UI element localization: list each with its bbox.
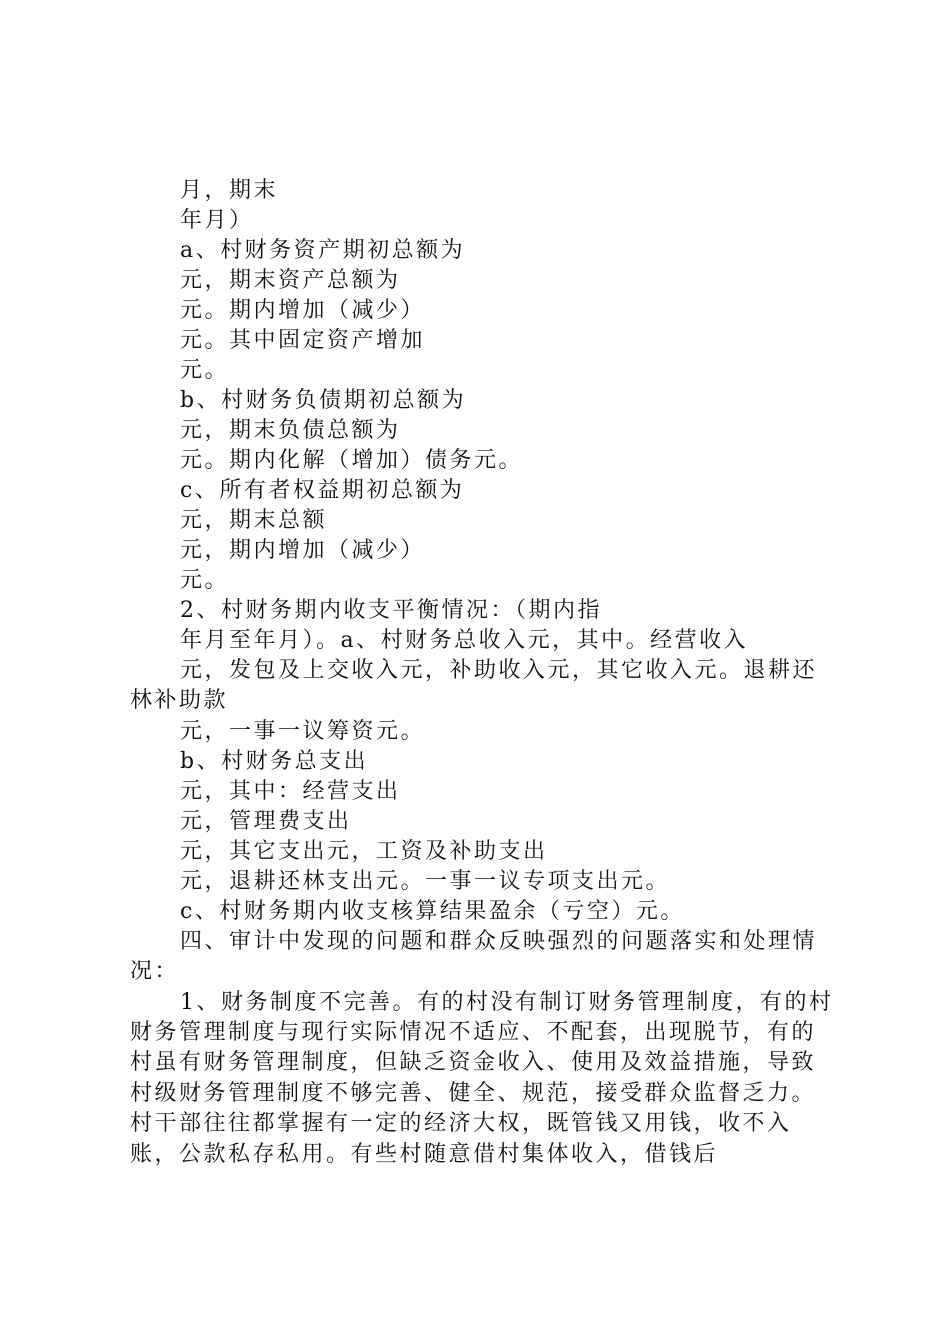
section-heading: 四、审计中发现的问题和群众反映强烈的问题落实和处理情况：	[130, 928, 818, 985]
text-line: 元，其中：经营支出	[180, 778, 401, 804]
text-line: 元，退耕还林支出元。一事一议专项支出元。	[180, 868, 671, 894]
income-paragraph: 元，发包及上交收入元，补助收入元，其它收入元。退耕还林补助款	[130, 658, 818, 714]
text-line: 年月至年月）。a、村财务总收入元，其中。经营收入	[180, 628, 749, 653]
problem-paragraph: 1、财务制度不完善。有的村没有制订财务管理制度，有的村财务管理制度与现行实际情况不适应、不配套，出现脱节，有的村虽有财务管理制度，但缺乏资金收入、使用及效益措施，导致村级财务管理制度不够完善、健全、规范，接受群众监督乏力。村干部往往都掌握有一定的经济大权，既管钱又用钱，收不入账，公款私存私用。有些村随意借村集体收入，借钱后	[130, 989, 834, 1167]
text-line: 元。其中固定资产增加	[180, 328, 426, 353]
text-line: 2、村财务期内收支平衡情况：（期内指	[180, 598, 602, 623]
text-line: 年月）	[180, 208, 254, 233]
text-line: 元，一事一议筹资元。	[180, 718, 426, 744]
text-line: 元，期末资产总额为	[180, 268, 401, 293]
text-line: b、村财务总支出	[180, 748, 369, 774]
text-line: b、村财务负债期初总额为	[180, 388, 467, 413]
text-line: 元，期末总额	[180, 508, 328, 533]
text-line: 元。期内化解（增加）债务元。	[180, 448, 524, 473]
text-line: 元，管理费支出	[180, 808, 352, 834]
text-line: a、村财务资产期初总额为	[180, 238, 466, 263]
text-line: 元，期末负债总额为	[180, 418, 401, 443]
document-body	[130, 176, 835, 1170]
text-line: 元，其它支出元，工资及补助支出	[180, 838, 548, 864]
text-line: 元。	[180, 358, 230, 383]
text-line: c、所有者权益期初总额为	[180, 478, 465, 503]
text-line: 月，期末	[180, 178, 279, 203]
text-line: 元。	[180, 568, 230, 593]
text-line: 元，期内增加（减少）	[180, 538, 426, 563]
text-line: c、村财务期内收支核算结果盈余（亏空）元。	[180, 898, 685, 924]
text-line: 元。期内增加（减少）	[180, 298, 426, 323]
